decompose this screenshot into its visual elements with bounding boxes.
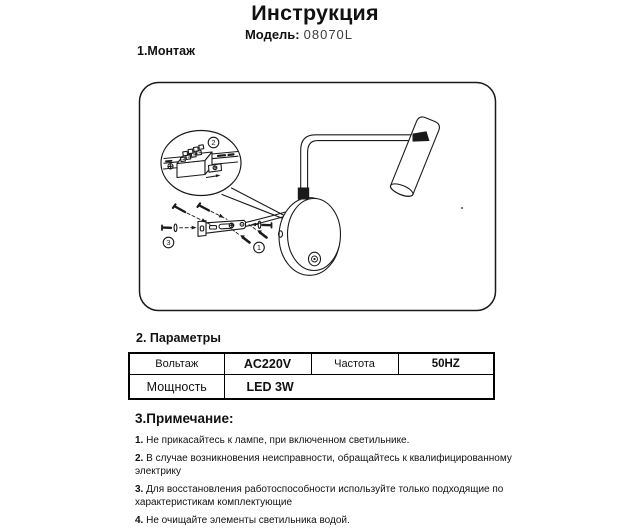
cell-voltage-label: Вольтаж bbox=[129, 353, 224, 375]
montage-diagram bbox=[130, 75, 510, 325]
section-heading-parameters: 2. Параметры bbox=[136, 331, 221, 345]
model-value: 08070L bbox=[303, 27, 354, 42]
svg-text:2: 2 bbox=[211, 138, 216, 148]
table-row bbox=[129, 375, 494, 400]
screw-bottom-left bbox=[232, 229, 250, 243]
note-number: 3. bbox=[135, 484, 144, 495]
note-item-1 bbox=[135, 434, 535, 447]
mounting-bracket bbox=[162, 203, 291, 252]
screw-top-right bbox=[198, 203, 228, 219]
cell-power-value: LED 3W bbox=[224, 375, 494, 400]
parameters-table bbox=[128, 352, 495, 400]
cell-frequency-value: 50HZ bbox=[398, 353, 494, 375]
note-item-3 bbox=[135, 483, 535, 509]
note-text: В случае возникновения неисправности, обращайтесь к квалифицированному электрику bbox=[135, 453, 512, 477]
notes-list bbox=[135, 434, 535, 532]
cell-frequency-label: Частота bbox=[311, 353, 398, 375]
note-number: 2. bbox=[135, 453, 144, 464]
note-item-2 bbox=[135, 452, 535, 478]
note-text: Не прикасайтесь к лампе, при включенном светильнике. bbox=[146, 435, 410, 446]
cell-voltage-value: AC220V bbox=[224, 353, 311, 375]
table-row bbox=[129, 353, 494, 375]
note-item-4 bbox=[135, 514, 535, 527]
wall-plate bbox=[279, 198, 341, 276]
model-label: Модель: bbox=[244, 27, 300, 42]
screw-bottom-right bbox=[249, 225, 267, 238]
note-text: Для восстановления работоспособности используйте только подходящие по характеристикам комплектующие bbox=[135, 484, 504, 508]
note-text: Не очищайте элементы светильника водой. bbox=[146, 515, 350, 526]
cell-power-label: Мощность bbox=[129, 375, 224, 400]
terminal-block bbox=[177, 145, 212, 178]
diagram-frame bbox=[140, 83, 496, 311]
page-title: Инструкция bbox=[251, 1, 379, 25]
model-line bbox=[0, 27, 598, 42]
note-number: 4. bbox=[135, 515, 144, 526]
svg-text:1: 1 bbox=[256, 243, 262, 253]
step-3-label bbox=[163, 237, 174, 248]
step-2-label bbox=[208, 137, 219, 148]
lamp-head bbox=[389, 115, 463, 209]
svg-text:3: 3 bbox=[166, 238, 171, 248]
screw-left bbox=[162, 224, 197, 232]
section-heading-notes: 3.Примечание: bbox=[135, 411, 234, 426]
section-heading-montage: 1.Монтаж bbox=[137, 44, 195, 58]
step-1-label bbox=[254, 242, 265, 253]
note-number: 1. bbox=[135, 435, 144, 446]
